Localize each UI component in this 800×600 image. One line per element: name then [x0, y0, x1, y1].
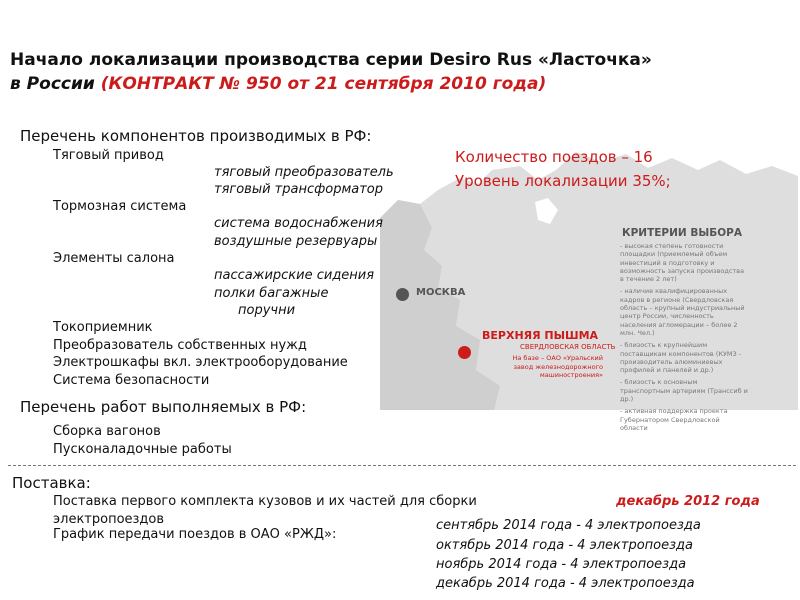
criteria-title: КРИТЕРИИ ВЫБОРА [622, 227, 742, 239]
component-item: Электрошкафы вкл. электрооборудование [53, 355, 348, 370]
criteria-item: - активная поддержка проекта Губернатором Свердловской области [620, 407, 728, 432]
base-note: На базе – ОАО «Уральский завод железнодорожного машиностроения» [512, 354, 603, 379]
title-prefix: в России [10, 74, 95, 94]
schedule-item: сентябрь 2014 года - 4 электропоезда [436, 518, 701, 533]
component-subitem: воздушные резервуары [214, 234, 378, 249]
contract-label: (КОНТРАКТ № 950 от 21 сентября 2010 года) [100, 74, 547, 94]
component-item: Токоприемник [53, 320, 153, 335]
criteria-item: - наличие квалифицированных кадров в регионе (Свердловская область – крупный индустриальный центр России, численность населения агломерации – более 2 млн. Чел.) [620, 287, 745, 337]
trains-count: Количество поездов – 16 [455, 148, 653, 166]
localization-level: Уровень локализации 35%; [455, 172, 671, 190]
criteria-item: - высокая степень готовности площадки (приемлемый объем инвестиций в подготовку и возможность запуска производства в течение 2 лет) [620, 242, 745, 284]
verkhnyaya-pyshma-dot [458, 346, 471, 359]
component-item: Система безопасности [53, 373, 210, 388]
component-item: Преобразователь собственных нужд [53, 338, 307, 353]
schedule-label: График передачи поездов в ОАО «РЖД»: [53, 527, 337, 542]
schedule-item: октябрь 2014 года - 4 электропоезда [436, 538, 693, 553]
component-subitem: тяговый преобразователь [214, 165, 394, 180]
component-subitem: полки багажные [214, 286, 329, 301]
title-line-2 [10, 74, 546, 94]
moscow-dot [396, 288, 409, 301]
component-subitem: система водоснабжения [214, 216, 383, 231]
work-item: Пусконаладочные работы [53, 442, 232, 457]
region-label: СВЕРДЛОВСКАЯ ОБЛАСТЬ [520, 343, 616, 351]
component-subitem: тяговый трансформатор [214, 182, 383, 197]
city-label: ВЕРХНЯЯ ПЫШМА [482, 329, 599, 342]
title-line-1: Начало локализации производства серии Desiro Rus «Ласточка» [10, 50, 652, 70]
work-item: Сборка вагонов [53, 424, 161, 439]
section-divider [8, 465, 796, 466]
components-heading: Перечень компонентов производимых в РФ: [20, 127, 372, 145]
works-heading: Перечень работ выполняемых в РФ: [20, 398, 307, 416]
component-item: Тяговый привод [53, 148, 164, 163]
component-subitem: поручни [238, 303, 296, 318]
component-item: Тормозная система [53, 199, 187, 214]
supply-first-line2: электропоездов [53, 512, 165, 527]
component-subitem: пассажирские сидения [214, 268, 375, 283]
schedule-item: ноябрь 2014 года - 4 электропоезда [436, 557, 687, 572]
moscow-label: МОСКВА [416, 287, 466, 298]
supply-first-date: декабрь 2012 года [616, 494, 760, 509]
component-item: Элементы салона [53, 251, 175, 266]
supply-heading: Поставка: [12, 474, 91, 492]
criteria-item: - близость к основным транспортным артериям (Транссиб и др.) [620, 378, 748, 404]
criteria-list [620, 242, 748, 432]
schedule-item: декабрь 2014 года - 4 электропоезда [436, 576, 695, 591]
criteria-item: - близость к крупнейшим поставщикам компонентов (КУМЗ - производитель алюминиевых профилей и панелей и др.) [620, 341, 742, 375]
supply-first-line1: Поставка первого комплекта кузовов и их частей для сборки [53, 494, 477, 509]
